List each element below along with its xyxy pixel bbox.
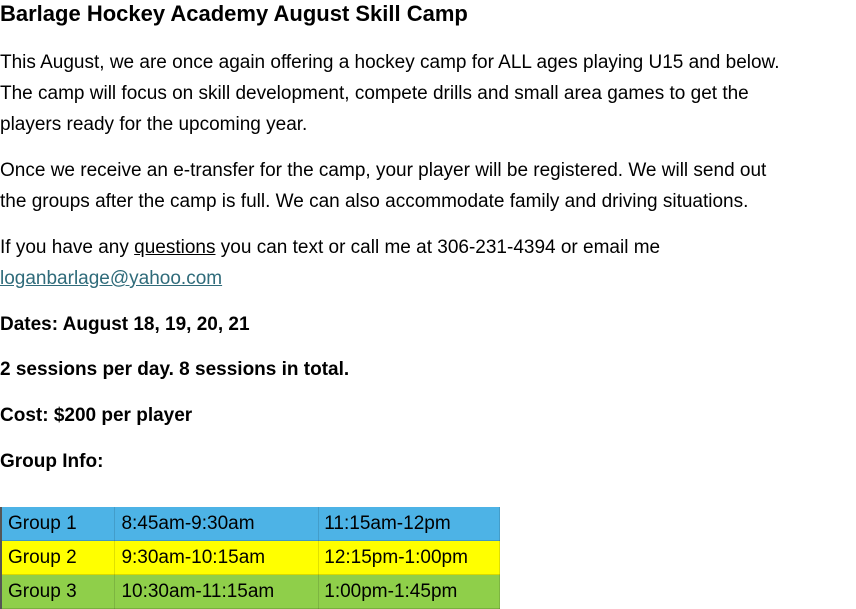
group-schedule-table [0,507,500,609]
first-session-cell: 9:30am-10:15am [115,541,319,575]
intro-paragraph [0,47,780,140]
registration-paragraph [0,155,766,217]
page-title: Barlage Hockey Academy August Skill Camp [0,1,468,26]
table-row-group-1 [1,507,500,541]
intro-line-1: This August, we are once again offering a hockey camp for ALL ages playing U15 and below. [0,52,780,73]
table-row-group-2 [1,541,500,575]
group-name-cell: Group 3 [1,575,115,609]
contact-prefix: If you have any [0,237,135,258]
group-info-label: Group Info: [0,451,104,472]
second-session-cell: 11:15am-12pm [319,507,500,541]
registration-line-2: the groups after the camp is full. We can also accommodate family and driving situations. [0,191,749,212]
first-session-cell: 10:30am-11:15am [115,575,319,609]
second-session-cell: 12:15pm-1:00pm [319,541,500,575]
dates-text: Dates: August 18, 19, 20, 21 [0,314,250,335]
email-link[interactable]: loganbarlage@yahoo.com [0,268,223,289]
cost-text: Cost: $200 per player [0,405,193,426]
registration-line-1: Once we receive an e-transfer for the camp, your player will be registered. We will send out [0,160,767,181]
contact-line [0,232,660,263]
contact-paragraph [0,232,660,294]
second-session-cell: 1:00pm-1:45pm [319,575,500,609]
intro-line-3: players ready for the upcoming year. [0,114,308,135]
intro-line-2: The camp will focus on skill development, compete drills and small area games to get the [0,83,749,104]
table-row-group-3 [1,575,500,609]
first-session-cell: 8:45am-9:30am [115,507,319,541]
contact-suffix: you can text or call me at 306-231-4394 or email me [215,237,661,258]
group-name-cell: Group 2 [1,541,115,575]
group-name-cell: Group 1 [1,507,115,541]
questions-link[interactable]: questions [134,237,216,258]
sessions-text: 2 sessions per day. 8 sessions in total. [0,359,350,380]
